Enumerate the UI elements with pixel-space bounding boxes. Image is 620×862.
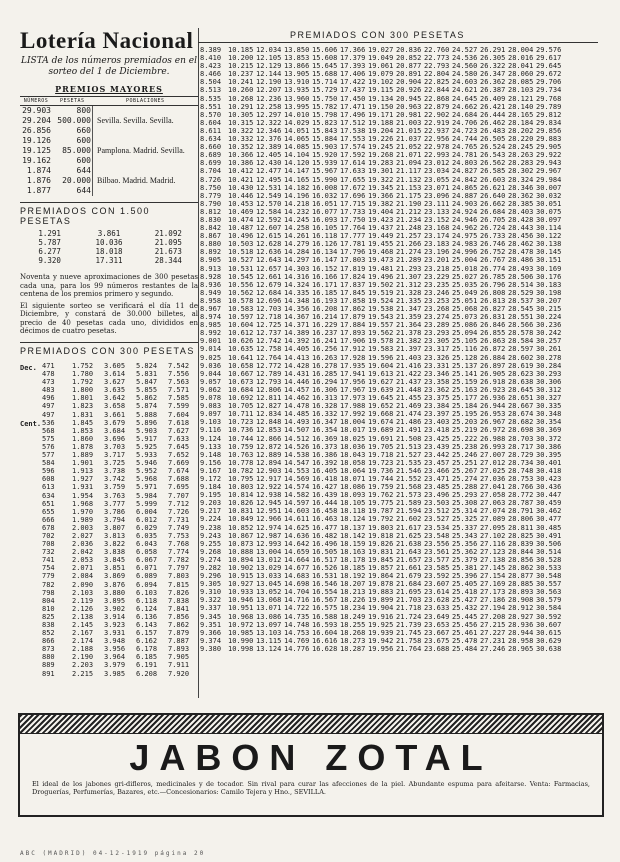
column-header: POBLACIONES	[93, 97, 199, 106]
premiados-1500-heading: PREMIADOS CON 1.500 PESETAS	[20, 202, 198, 226]
number-column: 24.527 24.536 24.560 24.580 24.603 24.621 24.645 24.662 24.684 24.706 24.723 24.744 24.765 24.781 24.803 24.827 24.842 24.865 24.887 24.903 24.924 24.946 24.962 24.975 24.983 24.996 25.004 25.018 25.027 25.035 25.049 25.051 25.068 25.073 25.086 25.094 25.105 25.116 25.128 25.137 25.141 25.159 25.163 25.177 25.184 25.195 25.203 25.219 25.222 25.238 25.246 25.251 25.267 25.274 25.288 25.293 25.308 25.314 25.325 25.337 25.343 25.356 25.362 25.379 25.381 25.396 25.405 25.418 25.427 25.432 25.445 25.456 25.461 25.478 25.484	[452, 46, 478, 653]
left-number-grid	[20, 362, 198, 698]
premiados-1500-list	[20, 229, 198, 265]
table-cell: 644	[52, 186, 93, 196]
list-item: 28.344	[154, 256, 182, 265]
table-cell: 1.874	[26, 166, 51, 175]
table-row	[20, 116, 198, 126]
table-cell: 29.903	[22, 106, 51, 115]
number-column: 7.542 7.556 7.563 7.571 7.585 7.599 7.604 7.618 7.627 7.633 7.645 7.652 7.669 7.674 7.688 7.695 7.707 7.712 7.726 7.731 7.749 7.753 7.768 7.774 7.782 7.797 7.803 7.815 7.826 7.838 7.841 7.856 7.862 7.879 7.887 7.893 7.905 7.911 7.920	[168, 362, 190, 678]
number-column: 28.004 28.016 28.041 28.060 28.085 28.103 28.121 28.140 28.165 28.184 28.202 28.220 28.245 28.263 28.283 28.302 28.324 28.346 28.362 28.385 28.403 28.428 28.443 28.456 28.462 28.478 28.486 28.493 28.506 28.514 28.529 28.537 28.545 28.551 28.566 28.578 28.584 28.597 28.602 28.619 28.623 28.638 28.645 28.651 28.667 28.674 28.682 28.698 28.703 28.717 28.729 28.734 28.748 28.753 28.766 28.772 28.787 28.791 28.806 28.811 28.825 28.839 28.844 28.856 28.862 28.877 28.885 28.893 28.908 28.912 28.927 28.936 28.944 28.958 28.965	[508, 46, 534, 653]
column-header: NÚMEROS	[20, 97, 52, 106]
list-item: 18.018	[95, 247, 123, 256]
column-header: PESETAS	[52, 97, 93, 106]
premios-mayores-table	[20, 96, 198, 196]
number-column: 12.034 12.105 12.129 12.144 12.190 12.207 12.236 12.258 12.297 12.322 12.346 12.376 12.389 12.405 12.430 12.477 12.495 12.531 12.549 12.570 12.584 12.592 12.607 12.615 12.628 12.636 12.643 12.657 12.661 12.679 12.684 12.696 12.703 12.718 12.725 12.737 12.742 12.758 12.764 12.772 12.789 12.793 12.806 12.811 12.827 12.834 12.848 12.853 12.866 12.872 12.889 12.894 12.903 12.917 12.922 12.938 12.945 12.951 12.966 12.974 12.987 12.993 13.004 13.012 13.029 13.033 13.045 13.052 13.068 13.071 13.086 13.097 13.103 13.115 13.124	[256, 46, 282, 653]
ad-brand: JABON ZOTAL	[129, 737, 493, 778]
number-column: 13.850 13.853 13.866 13.905 13.910 13.935 13.960 13.995 14.010 14.029 14.051 14.065 14.085 14.104 14.120 14.147 14.165 14.182 14.196 14.218 14.232 14.245 14.258 14.261 14.279 14.284 14.297 14.303 14.316 14.324 14.335 14.348 14.356 14.367 14.371 14.389 14.392 14.405 14.413 14.428 14.431 14.446 14.457 14.462 14.478 14.485 14.493 14.507 14.512 14.526 14.538 14.547 14.553 14.569 14.574 14.582 14.597 14.603 14.611 14.625 14.636 14.642 14.659 14.664 14.677 14.683 14.698 14.704 14.716 14.722 14.735 14.748 14.753 14.769 14.776	[284, 46, 310, 653]
table-cell: 19.162	[22, 156, 51, 165]
number-column: 29.576 29.617 29.645 29.672 29.706 29.734 29.768 29.789 29.812 29.834 29.856 29.883 29.905 29.922 29.943 29.967 29.984 30.007 30.032 30.051 30.075 30.097 30.114 30.122 30.138 30.145 30.151 30.169 30.176 30.183 30.198 30.207 30.215 30.224 30.236 30.242 30.257 30.261 30.278 30.284 30.293 30.306 30.312 30.327 30.335 30.348 30.354 30.369 30.372 30.386 30.395 30.401 30.418 30.423 30.436 30.447 30.459 30.462 30.477 30.485 30.491 30.506 30.514 30.528 30.533 30.548 30.557 30.563 30.579 30.584 30.592 30.607 30.615 30.629 30.638	[536, 46, 562, 653]
list-item: 21.673	[154, 247, 182, 256]
notes	[20, 273, 198, 336]
number-column: 1.752 1.780 1.792 1.800 1.801 1.823 1.831 1.845 1.853 1.860 1.878 1.889 1.901 1.913 1.927 1.931 1.954 1.968 1.970 1.989 2.003 2.027 2.036 2.042 2.053 2.071 2.084 2.090 2.103 2.119 2.126 2.138 2.145 2.167 2.174 2.188 2.190 2.203 2.215	[72, 362, 94, 678]
table-row	[20, 146, 198, 156]
page-title: Lotería Nacional	[20, 28, 194, 53]
table-cell: 600	[52, 136, 93, 146]
list-item: 5.787	[38, 238, 61, 247]
table-cell: Pamplona. Madrid. Sevilla.	[97, 146, 185, 155]
note-paragraph: El siguiente sorteo se verificará el día 11 de Diciembre, y constará de 30.000 billetes, al precio de 40 pesetas cada uno, divididos en décimos de cuatro pesetas.	[20, 301, 198, 335]
left-column	[20, 28, 198, 358]
footer-text: ABC (MADRID) 04-12-1919 página 20	[20, 850, 206, 857]
column-divider	[198, 28, 199, 698]
list-item: 1.291	[38, 229, 61, 238]
table-cell: Sevilla. Sevilla. Sevilla.	[97, 116, 174, 125]
table-cell: 29.204	[22, 116, 51, 125]
number-column: 5.824 5.831 5.847 5.855 5.862 5.874 5.888 5.896 5.903 5.917 5.925 5.933 5.946 5.952 5.968 5.971 5.984 5.999 6.004 6.012 6.029 6.035 6.043 6.058 6.067 6.071 6.089 6.094 6.103 6.118 6.124 6.136 6.143 6.157 6.162 6.178 6.185 6.191 6.208	[136, 362, 158, 678]
ad-text: El ideal de los jabones gri-difleros, medicinales y de tocador. Sin rival para curar las afecciones de la piel. Abundante espuma para afeitarse. Venta: Farmacias, Droguerías, Perfumerías, Bazares, etc.—Concesionarios: Camilo Tejera y Hno., SEVILLA.	[32, 780, 590, 796]
table-row	[20, 136, 198, 146]
table-cell: 1.877	[26, 186, 51, 195]
table-cell	[93, 156, 199, 166]
table-row	[20, 156, 198, 166]
advertisement-banner	[18, 713, 604, 817]
table-cell: 19.125	[22, 146, 51, 155]
table-cell: 500.000	[52, 116, 93, 126]
premios-mayores-heading: PREMIOS MAYORES	[55, 84, 163, 94]
table-row	[20, 106, 198, 117]
table-cell: 644	[52, 166, 93, 176]
number-column: 471 478 473 483 496 497 497 536 568 575 576 577 584 596 608 613 634 651 655 666 678 702 708 732 741 754 779 782 798 804 810 825 838 852 866 873 880 889 891	[42, 362, 55, 678]
number-column: 22.760 22.773 22.793 22.804 22.825 22.844 22.868 22.879 22.902 22.919 22.937 22.956 22.978 22.993 23.012 23.034 23.055 23.071 23.096 23.111 23.133 23.152 23.168 23.174 23.183 23.196 23.201 23.218 23.229 23.235 23.246 23.253 23.268 23.274 23.289 23.293 23.305 23.317 23.326 23.331 23.346 23.358 23.362 23.375 23.384 23.397 23.403 23.418 23.425 23.439 23.442 23.457 23.466 23.471 23.485 23.496 23.503 23.512 23.527 23.534 23.548 23.556 23.561 23.577 23.585 23.592 23.607 23.614 23.628 23.633 23.649 23.653 23.667 23.675 23.688	[424, 46, 450, 653]
premiados-300-right-heading: PREMIADOS CON 300 PESETAS	[290, 30, 465, 40]
heading-rule	[198, 42, 598, 43]
table-cell: 85.000	[52, 146, 93, 156]
table-cell	[93, 126, 199, 136]
premiados-300-left-heading: PREMIADOS CON 300 PESETAS	[20, 342, 198, 356]
table-cell	[93, 136, 199, 146]
number-column: 15.606 15.608 15.645 15.688 15.714 15.729 15.750 15.782 15.798 15.823 15.843 15.884 15.903 15.920 15.939 15.967 15.990 16.008 16.032 16.051 16.077 16.093 16.105 16.118 16.126 16.134 16.147 16.152 16.166 16.171 16.185 16.193 16.208 16.214 16.229 16.237 16.241 16.256 16.263 16.278 16.285 16.294 16.306 16.313 16.328 16.332 16.347 16.354 16.369 16.373 16.386 16.392 16.405 16.418 16.427 16.439 16.444 16.458 16.463 16.477 16.482 16.496 16.505 16.517 16.526 16.531 16.546 16.554 16.567 16.575 16.588 16.593 16.604 16.616 16.628	[312, 46, 338, 653]
table-row	[20, 186, 198, 196]
number-column: 19.027 19.049 19.061 19.079 19.102 19.115 19.134 19.150 19.171 19.188 19.204 19.226 19.245 19.268 19.283 19.301 19.322 19.345 19.366 19.382 19.404 19.423 19.437 19.449 19.455 19.468 19.473 19.481 19.496 19.502 19.519 19.524 19.538 19.543 19.557 19.562 19.578 19.583 19.596 19.604 19.613 19.627 19.639 19.645 19.652 19.668 19.674 19.689 19.691 19.705 19.718 19.723 19.736 19.744 19.759 19.762 19.775 19.787 19.792 19.803 19.818 19.826 19.831 19.845 19.857 19.864 19.878 19.883 19.899 19.904 19.916 19.925 19.939 19.942 19.956	[368, 46, 394, 653]
right-number-grid	[200, 46, 600, 698]
table-cell: 1.876	[26, 176, 51, 185]
table-cell: 600	[52, 156, 93, 166]
list-item: 17.311	[95, 256, 123, 265]
number-column: 26.291 26.305 26.322 26.347 26.362 26.387 26.409 26.421 26.444 26.462 26.483 26.505 26.524 26.543 26.562 26.585 26.603 26.621 26.640 26.662 26.684 26.705 26.724 26.733 26.746 26.752 26.767 26.774 26.785 26.796 26.808 26.813 26.827 26.831 26.846 26.855 26.863 26.872 26.884 26.897 26.905 26.918 26.923 26.936 26.944 26.953 26.967 26.972 26.988 26.993 27.007 27.012 27.025 27.036 27.041 27.058 27.063 27.074 27.089 27.095 27.102 27.116 27.123 27.138 27.145 27.154 27.169 27.173 27.186 27.194 27.208 27.215 27.227 27.231 27.246	[480, 46, 506, 653]
table-row	[20, 176, 198, 186]
table-cell: 800	[52, 106, 93, 117]
list-item: 6.277	[38, 247, 61, 256]
number-column: 17.366 17.379 17.393 17.406 17.422 17.437 17.450 17.471 17.496 17.512 17.538 17.553 17.574 17.592 17.614 17.633 17.655 17.672 17.696 17.715 17.733 17.750 17.764 17.777 17.781 17.796 17.803 17.819 17.824 17.837 17.845 17.858 17.862 17.879 17.884 17.893 17.906 17.912 17.928 17.935 17.941 17.956 17.967 17.973 17.988 17.992 18.004 18.017 18.025 18.036 18.043 18.058 18.064 18.071 18.086 18.093 18.105 18.118 18.124 18.137 18.142 18.159 18.163 18.178 18.185 18.192 18.207 18.213 18.226 18.234 18.249 18.255 18.268 18.273 18.287	[340, 46, 366, 653]
table-cell: 26.856	[22, 126, 51, 135]
subtitle: LISTA de los números premiados en el sorteo del 1 de Diciembre.	[21, 56, 197, 77]
table-cell	[93, 166, 199, 176]
list-item: 21.095	[154, 238, 182, 247]
table-cell	[93, 186, 199, 196]
table-cell: 19.126	[22, 136, 51, 145]
number-column: 3.605 3.614 3.627 3.635 3.642 3.658 3.661 3.679 3.684 3.696 3.703 3.717 3.725 3.738 3.742 3.759 3.763 3.777 3.786 3.794 3.807 3.813 3.822 3.838 3.845 3.851 3.869 3.876 3.880 3.895 3.902 3.914 3.923 3.931 3.948 3.956 3.964 3.979 3.985	[104, 362, 126, 678]
list-item: 10.036	[95, 238, 123, 247]
list-item: 9.320	[38, 256, 61, 265]
list-item: 21.092	[154, 229, 182, 238]
row-label: Dec.	[20, 364, 37, 372]
number-column: 8.389 8.410 8.423 8.466 8.504 8.513 8.535 8.551 8.570 8.604 8.611 8.634 8.660 8.689 8.699 8.704 8.726 8.750 8.779 8.790 8.812 8.830 8.842 8.867 8.880 8.892 8.905 8.913 8.928 8.936 8.949 8.958 8.967 8.974 8.985 8.992 9.001 9.014 9.025 9.036 9.044 9.057 9.062 9.078 9.083 9.097 9.103 9.116 9.124 9.133 9.148 9.156 9.167 9.172 9.184 9.195 9.203 9.217 9.224 9.238 9.243 9.255 9.268 9.274 9.282 9.296 9.305 9.310 9.322 9.337 9.345 9.351 9.366 9.374 9.380	[200, 46, 222, 653]
row-label: Cent.	[20, 420, 42, 428]
table-row	[20, 126, 198, 136]
ad-hatched-band	[20, 715, 602, 734]
list-item: 3.861	[97, 229, 121, 238]
number-column: 10.185 10.200 10.215 10.237 10.241 10.260 10.268 10.291 10.305 10.315 10.322 10.332 10.352 10.366 10.386 10.412 10.421 10.430 10.446 10.453 10.469 10.474 10.487 10.496 10.503 10.518 10.527 10.531 10.545 10.556 10.562 10.578 10.583 10.597 10.604 10.612 10.626 10.635 10.641 10.658 10.667 10.673 10.684 10.692 10.705 10.711 10.723 10.736 10.744 10.759 10.763 10.778 10.782 10.795 10.803 10.814 10.826 10.831 10.849 10.852 10.867 10.873 10.888 10.894 10.902 10.915 10.927 10.933 10.946 10.951 10.968 10.972 10.985 10.990 10.998	[228, 46, 254, 653]
table-cell: Bilbao. Madrid. Madrid.	[97, 176, 176, 185]
number-column: 20.836 20.852 20.877 20.891 20.904 20.926 20.945 20.963 20.981 21.003 21.015 21.037 21.052 21.071 21.094 21.117 21.132 21.153 21.175 21.190 21.212 21.234 21.248 21.257 21.266 21.274 21.289 21.293 21.307 21.312 21.328 21.335 21.347 21.359 21.364 21.378 21.382 21.397 21.403 21.416 21.422 21.437 21.448 21.455 21.469 21.474 21.486 21.491 21.508 21.513 21.527 21.535 21.546 21.552 21.568 21.573 21.589 21.594 21.602 21.617 21.625 21.638 21.643 21.657 21.661 21.679 21.684 21.695 21.703 21.718 21.724 21.739 21.745 21.758 21.764	[396, 46, 422, 653]
table-cell	[93, 106, 199, 117]
table-row	[20, 166, 198, 176]
table-cell: 660	[52, 126, 93, 136]
table-cell: 20.000	[52, 176, 93, 186]
note-paragraph: Noventa y nueve aproximaciones de 300 pesetas cada una, para los 99 números restantes de la centena de los premios primero y segundo.	[20, 273, 198, 298]
